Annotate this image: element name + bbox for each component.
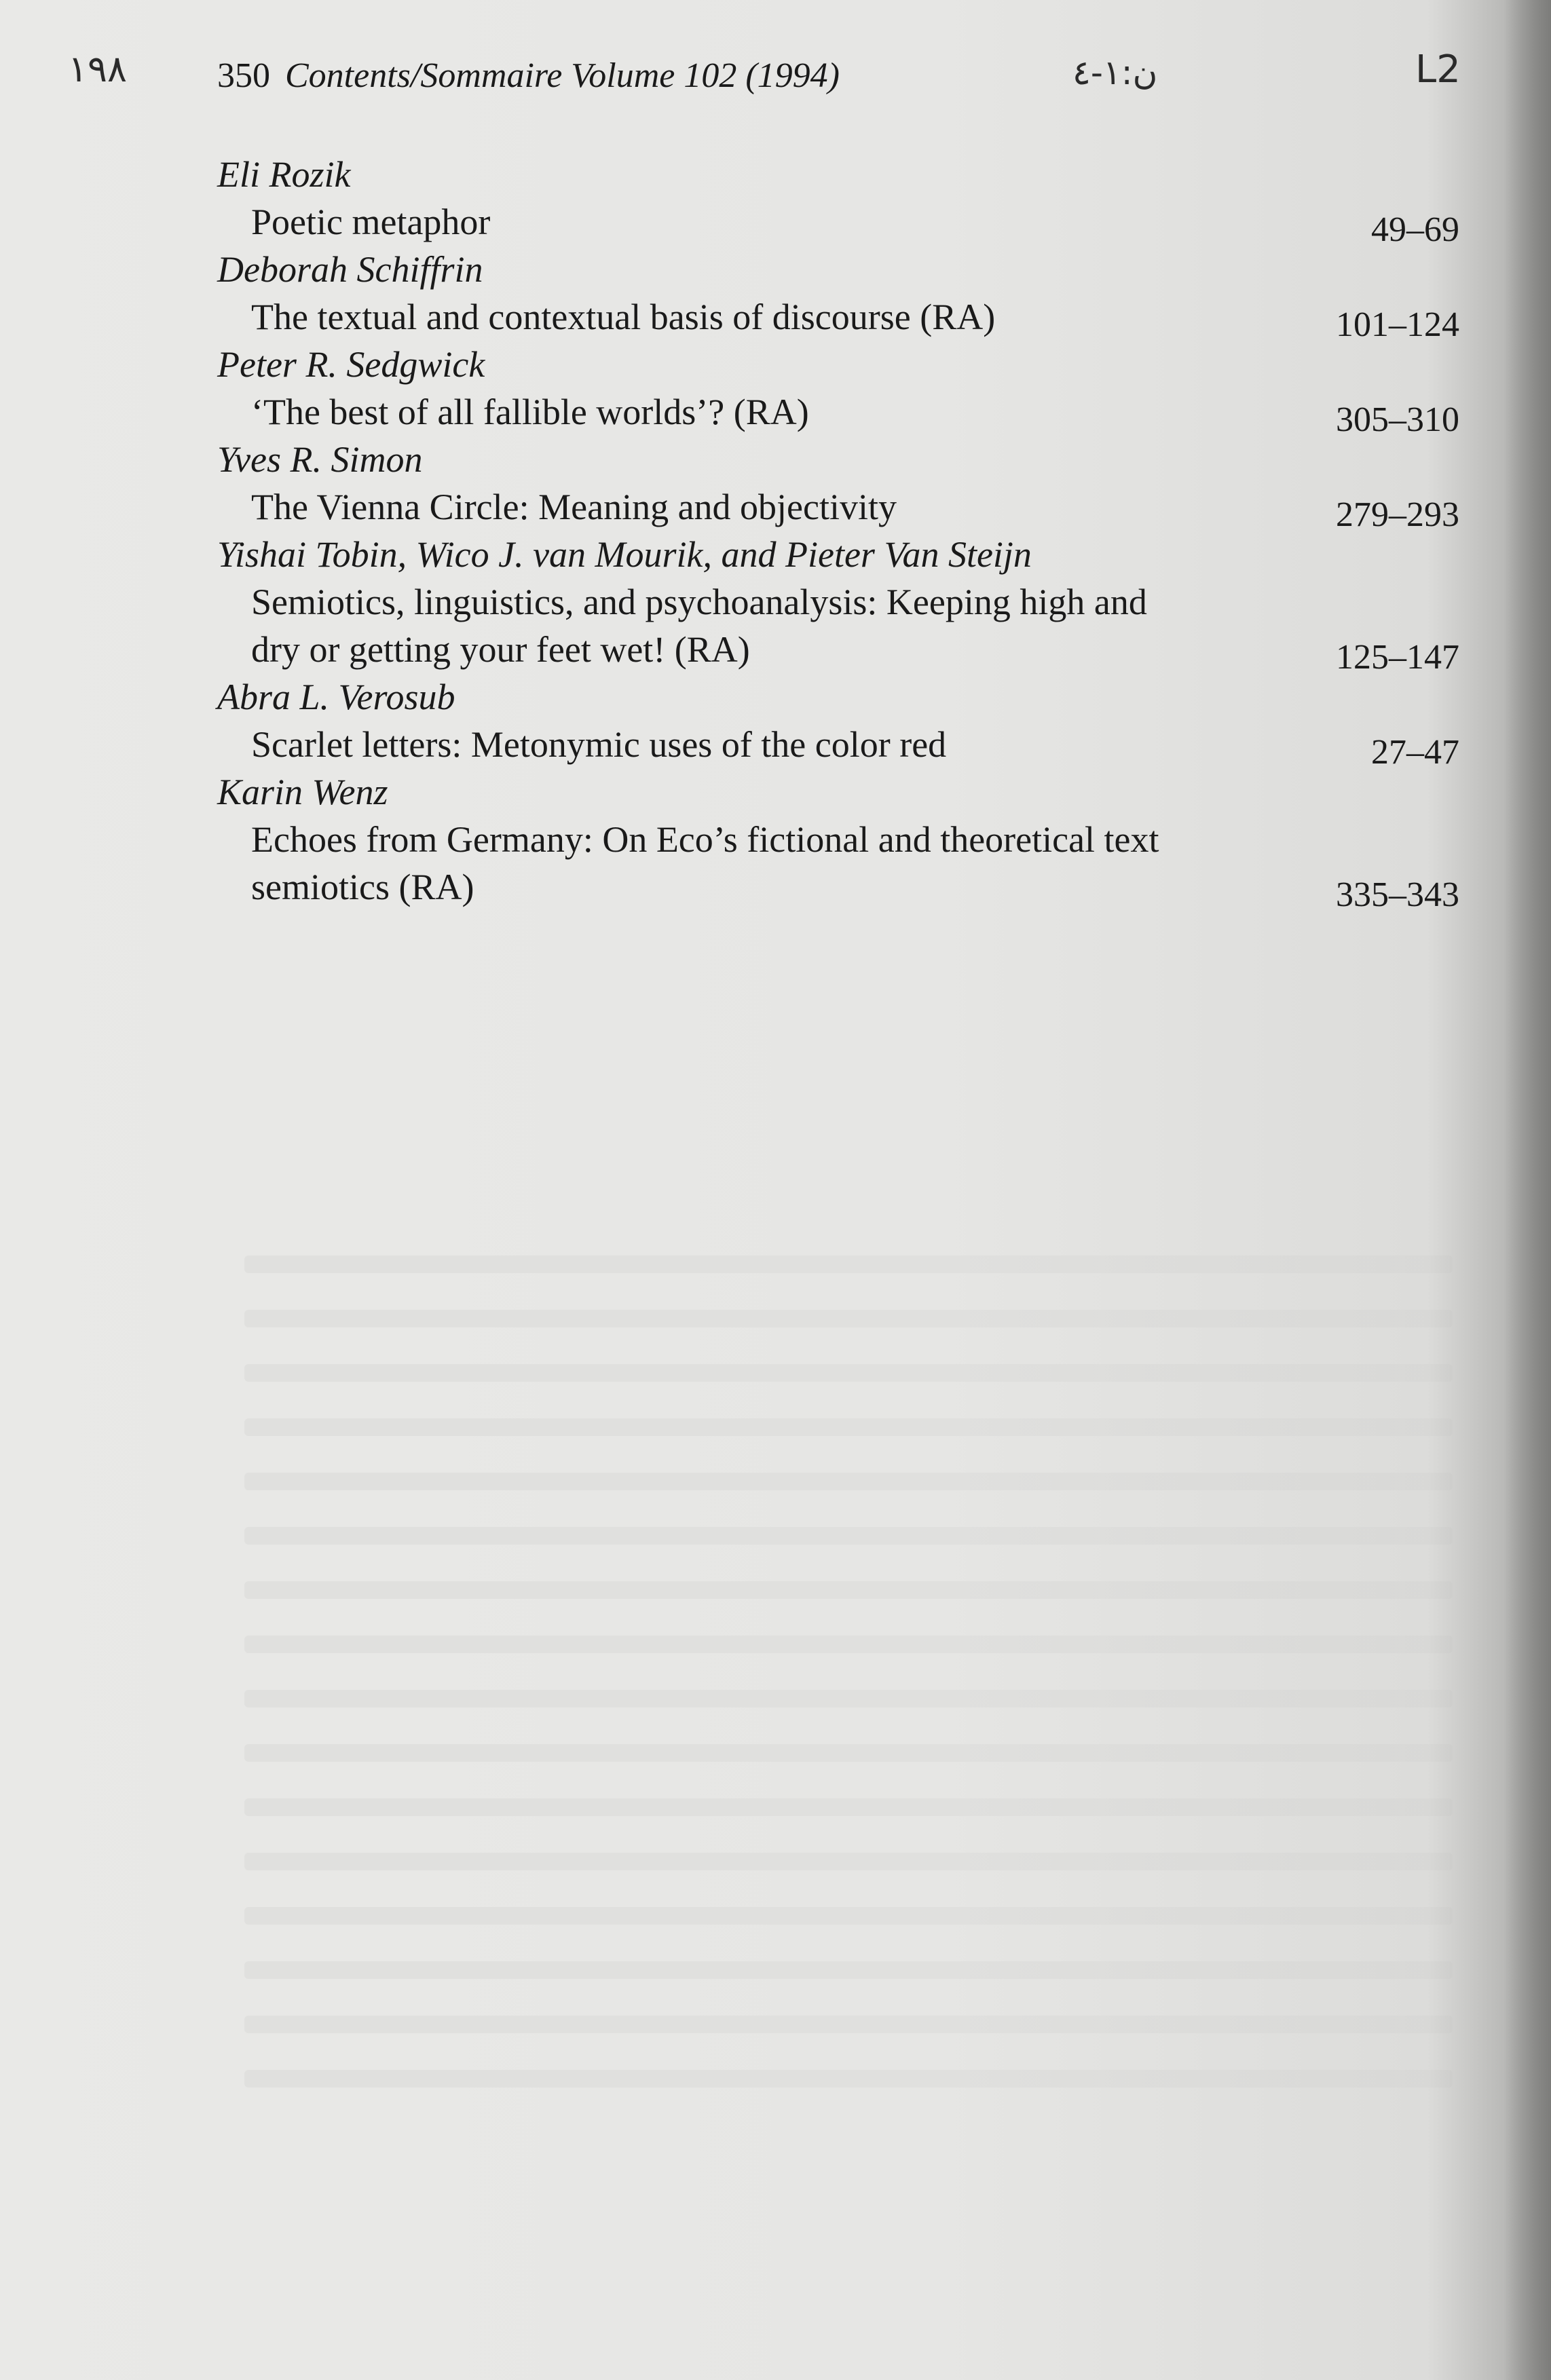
entry-article-row (217, 578, 1459, 677)
toc-entry (217, 531, 1459, 677)
entry-title: The textual and contextual basis of discourse (RA) (251, 297, 996, 337)
bleed-through-line (244, 1473, 1453, 1490)
entry-article-row (217, 721, 1459, 772)
entry-title: Poetic metaphor (251, 202, 491, 242)
entry-title: Semiotics, linguistics, and psychoanalysis: Keeping high and dry or getting your feet wet! (RA) (251, 582, 1147, 670)
bleed-through-line (244, 1907, 1453, 1925)
entry-author: Peter R. Sedgwick (217, 344, 485, 385)
toc-entry (217, 151, 1459, 249)
bleed-through-line (244, 1418, 1453, 1436)
toc-entry (217, 246, 1459, 344)
toc-entry (217, 436, 1459, 534)
entry-author: Abra L. Verosub (217, 677, 455, 717)
entry-article-row (217, 816, 1459, 914)
entry-title: Echoes from Germany: On Eco’s fictional and theoretical text semiotics (RA) (251, 819, 1159, 907)
entry-pages: 125–147 (1336, 638, 1459, 677)
entry-pages: 335–343 (1336, 875, 1459, 914)
entry-pages: 49–69 (1371, 210, 1459, 249)
bleed-through-line (244, 2016, 1453, 2033)
entry-pages: 101–124 (1336, 305, 1459, 344)
entry-author: Eli Rozik (217, 154, 351, 195)
bleed-through-line (244, 1690, 1453, 1707)
handwritten-note-middle: ن:١-٤ (1072, 53, 1158, 92)
toc-entry (217, 673, 1459, 772)
bleed-through-line (244, 1798, 1453, 1816)
bleed-through-line (244, 1636, 1453, 1653)
page-edge-shadow (1503, 0, 1551, 2380)
bleed-through-line (244, 1310, 1453, 1327)
entry-article-row (217, 293, 1459, 344)
handwritten-note-left: ١٩٨ (68, 48, 128, 90)
entry-article-row (217, 388, 1459, 439)
running-head (217, 56, 840, 96)
bleed-through-line (244, 1744, 1453, 1762)
entry-author: Yishai Tobin, Wico J. van Mourik, and Pieter Van Steijn (217, 534, 1032, 575)
entry-title: Scarlet letters: Metonymic uses of the color red (251, 724, 947, 765)
entry-author: Yves R. Simon (217, 439, 423, 480)
entry-article-row (217, 198, 1459, 249)
bleed-through-line (244, 2070, 1453, 2088)
bleed-through-line (244, 1581, 1453, 1599)
entry-title: The Vienna Circle: Meaning and objectivity (251, 487, 897, 527)
table-of-contents (217, 151, 1459, 914)
entry-author: Deborah Schiffrin (217, 249, 483, 290)
bleed-through-line (244, 1255, 1453, 1273)
bleed-through-line (244, 1853, 1453, 1870)
entry-pages: 279–293 (1336, 495, 1459, 534)
page-number: 350 (217, 56, 270, 95)
bleed-through-line (244, 1527, 1453, 1545)
running-head-title: Contents/Sommaire Volume 102 (1994) (285, 56, 840, 95)
toc-entry (217, 341, 1459, 439)
toc-entry (217, 768, 1459, 914)
handwritten-note-right: L2 (1415, 48, 1461, 92)
entry-pages: 27–47 (1371, 733, 1459, 772)
entry-author: Karin Wenz (217, 772, 388, 812)
bleed-through-line (244, 1961, 1453, 1979)
bleed-through-line (244, 1364, 1453, 1382)
entry-article-row (217, 483, 1459, 534)
entry-pages: 305–310 (1336, 400, 1459, 439)
entry-title: ‘The best of all fallible worlds’? (RA) (251, 392, 809, 432)
